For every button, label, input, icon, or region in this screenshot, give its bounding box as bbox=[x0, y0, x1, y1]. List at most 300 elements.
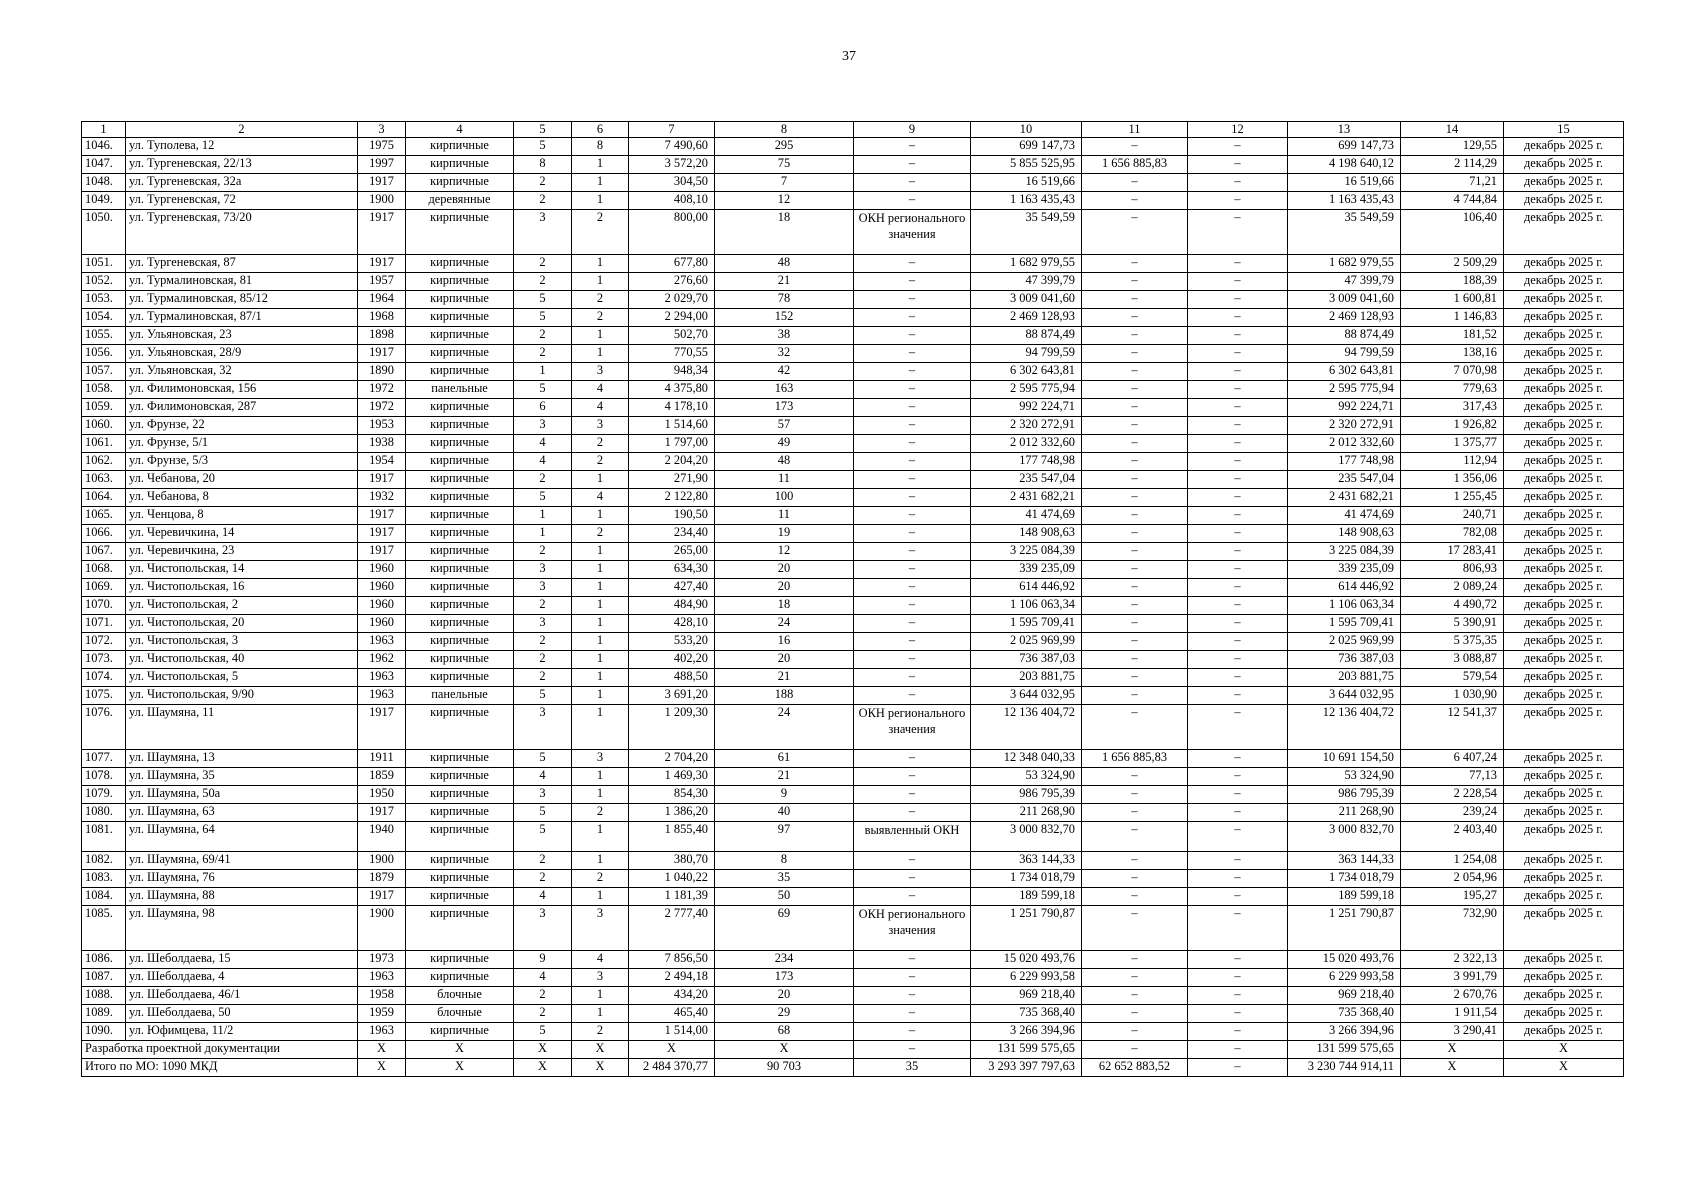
table-row bbox=[82, 255, 1624, 273]
cell-wall-material: кирпичные bbox=[406, 363, 514, 381]
cell-residents: 152 bbox=[715, 309, 854, 327]
cell-area: 304,50 bbox=[629, 174, 715, 192]
cell-cost-13: 15 020 493,76 bbox=[1288, 951, 1401, 969]
cell-address: ул. Чистопольская, 16 bbox=[126, 579, 358, 597]
cell-heritage-status: – bbox=[854, 453, 971, 471]
cell-year: 1960 bbox=[358, 615, 406, 633]
cell-area: 2 704,20 bbox=[629, 750, 715, 768]
table-row bbox=[82, 852, 1624, 870]
cell-cost-13: 177 748,98 bbox=[1288, 453, 1401, 471]
cell-area: 1 181,39 bbox=[629, 888, 715, 906]
cell-heritage-status: – bbox=[854, 363, 971, 381]
cell-wall-material: кирпичные bbox=[406, 156, 514, 174]
cell-cost-13: 12 136 404,72 bbox=[1288, 705, 1401, 750]
cell-address: ул. Чистопольская, 40 bbox=[126, 651, 358, 669]
cell-wall-material: кирпичные bbox=[406, 138, 514, 156]
cell-entrances: 1 bbox=[572, 345, 629, 363]
summary-cell: 90 703 bbox=[715, 1059, 854, 1077]
table-row bbox=[82, 870, 1624, 888]
cell-entrances: 1 bbox=[572, 786, 629, 804]
cell-total-cost: 35 549,59 bbox=[971, 210, 1082, 255]
cell-heritage-status: – bbox=[854, 669, 971, 687]
cell-year: 1964 bbox=[358, 291, 406, 309]
cell-entrances: 1 bbox=[572, 822, 629, 852]
table-row bbox=[82, 1023, 1624, 1041]
cell-wall-material: кирпичные bbox=[406, 906, 514, 951]
cell-row-number: 1064. bbox=[82, 489, 126, 507]
cell-wall-material: кирпичные bbox=[406, 597, 514, 615]
summary-cell: – bbox=[1188, 1041, 1288, 1059]
cell-cost-11: – bbox=[1082, 453, 1188, 471]
cell-entrances: 4 bbox=[572, 489, 629, 507]
cell-residents: 32 bbox=[715, 345, 854, 363]
cell-entrances: 1 bbox=[572, 507, 629, 525]
cell-entrances: 1 bbox=[572, 852, 629, 870]
cell-floors: 5 bbox=[514, 822, 572, 852]
cell-cost-12: – bbox=[1188, 381, 1288, 399]
cell-address: ул. Ульяновская, 32 bbox=[126, 363, 358, 381]
cell-floors: 5 bbox=[514, 138, 572, 156]
cell-row-number: 1048. bbox=[82, 174, 126, 192]
page-number: 37 bbox=[842, 49, 856, 64]
cell-area: 7 490,60 bbox=[629, 138, 715, 156]
cell-address: ул. Чистопольская, 5 bbox=[126, 669, 358, 687]
cell-heritage-status: – bbox=[854, 852, 971, 870]
cell-wall-material: кирпичные bbox=[406, 417, 514, 435]
cell-row-number: 1089. bbox=[82, 1005, 126, 1023]
cell-heritage-status: – bbox=[854, 969, 971, 987]
cell-cost-12: – bbox=[1188, 615, 1288, 633]
cell-year: 1957 bbox=[358, 273, 406, 291]
cell-cost-13: 6 229 993,58 bbox=[1288, 969, 1401, 987]
cell-floors: 5 bbox=[514, 1023, 572, 1041]
cell-unit-cost: 71,21 bbox=[1401, 174, 1504, 192]
cell-unit-cost: 17 283,41 bbox=[1401, 543, 1504, 561]
cell-year: 1917 bbox=[358, 255, 406, 273]
cell-unit-cost: 3 088,87 bbox=[1401, 651, 1504, 669]
cell-cost-11: – bbox=[1082, 273, 1188, 291]
cell-cost-11: – bbox=[1082, 309, 1188, 327]
cell-residents: 21 bbox=[715, 768, 854, 786]
cell-residents: 18 bbox=[715, 210, 854, 255]
cell-total-cost: 2 320 272,91 bbox=[971, 417, 1082, 435]
cell-deadline: декабрь 2025 г. bbox=[1504, 888, 1624, 906]
cell-row-number: 1057. bbox=[82, 363, 126, 381]
cell-entrances: 1 bbox=[572, 651, 629, 669]
cell-row-number: 1067. bbox=[82, 543, 126, 561]
cell-row-number: 1087. bbox=[82, 969, 126, 987]
cell-unit-cost: 2 670,76 bbox=[1401, 987, 1504, 1005]
cell-heritage-status: ОКН регионального значения bbox=[854, 210, 971, 255]
cell-cost-13: 1 251 790,87 bbox=[1288, 906, 1401, 951]
cell-area: 465,40 bbox=[629, 1005, 715, 1023]
cell-deadline: декабрь 2025 г. bbox=[1504, 417, 1624, 435]
table-row bbox=[82, 192, 1624, 210]
cell-floors: 3 bbox=[514, 906, 572, 951]
cell-deadline: декабрь 2025 г. bbox=[1504, 309, 1624, 327]
cell-row-number: 1088. bbox=[82, 987, 126, 1005]
cell-cost-11: – bbox=[1082, 951, 1188, 969]
table-row bbox=[82, 381, 1624, 399]
cell-heritage-status: – bbox=[854, 1005, 971, 1023]
cell-year: 1900 bbox=[358, 906, 406, 951]
cell-year: 1960 bbox=[358, 597, 406, 615]
table-row bbox=[82, 309, 1624, 327]
cell-wall-material: кирпичные bbox=[406, 870, 514, 888]
cell-row-number: 1049. bbox=[82, 192, 126, 210]
cell-entrances: 1 bbox=[572, 174, 629, 192]
cell-cost-12: – bbox=[1188, 291, 1288, 309]
cell-year: 1953 bbox=[358, 417, 406, 435]
cell-unit-cost: 77,13 bbox=[1401, 768, 1504, 786]
cell-cost-12: – bbox=[1188, 138, 1288, 156]
cell-heritage-status: – bbox=[854, 489, 971, 507]
cell-total-cost: 363 144,33 bbox=[971, 852, 1082, 870]
cell-deadline: декабрь 2025 г. bbox=[1504, 273, 1624, 291]
cell-cost-13: 363 144,33 bbox=[1288, 852, 1401, 870]
cell-address: ул. Черевичкина, 14 bbox=[126, 525, 358, 543]
cell-deadline: декабрь 2025 г. bbox=[1504, 507, 1624, 525]
table-row bbox=[82, 453, 1624, 471]
cell-row-number: 1075. bbox=[82, 687, 126, 705]
cell-row-number: 1077. bbox=[82, 750, 126, 768]
cell-cost-13: 986 795,39 bbox=[1288, 786, 1401, 804]
cell-area: 2 777,40 bbox=[629, 906, 715, 951]
cell-heritage-status: – bbox=[854, 309, 971, 327]
cell-cost-13: 1 682 979,55 bbox=[1288, 255, 1401, 273]
cell-cost-12: – bbox=[1188, 507, 1288, 525]
cell-cost-13: 3 266 394,96 bbox=[1288, 1023, 1401, 1041]
cell-area: 2 494,18 bbox=[629, 969, 715, 987]
cell-residents: 16 bbox=[715, 633, 854, 651]
summary-cell: X bbox=[629, 1041, 715, 1059]
cell-row-number: 1090. bbox=[82, 1023, 126, 1041]
cell-floors: 5 bbox=[514, 489, 572, 507]
cell-heritage-status: – bbox=[854, 597, 971, 615]
cell-cost-13: 1 734 018,79 bbox=[1288, 870, 1401, 888]
cell-wall-material: кирпичные bbox=[406, 309, 514, 327]
cell-entrances: 2 bbox=[572, 435, 629, 453]
cell-cost-11: – bbox=[1082, 507, 1188, 525]
cell-deadline: декабрь 2025 г. bbox=[1504, 687, 1624, 705]
table-row bbox=[82, 507, 1624, 525]
cell-entrances: 3 bbox=[572, 417, 629, 435]
cell-floors: 2 bbox=[514, 987, 572, 1005]
cell-entrances: 1 bbox=[572, 471, 629, 489]
cell-deadline: декабрь 2025 г. bbox=[1504, 543, 1624, 561]
cell-wall-material: панельные bbox=[406, 381, 514, 399]
cell-address: ул. Турмалиновская, 85/12 bbox=[126, 291, 358, 309]
cell-address: ул. Шеболдаева, 15 bbox=[126, 951, 358, 969]
document-sheet bbox=[81, 121, 1623, 1077]
cell-row-number: 1083. bbox=[82, 870, 126, 888]
table-row bbox=[82, 138, 1624, 156]
cell-residents: 42 bbox=[715, 363, 854, 381]
table-row bbox=[82, 906, 1624, 951]
cell-unit-cost: 782,08 bbox=[1401, 525, 1504, 543]
cell-wall-material: кирпичные bbox=[406, 669, 514, 687]
cell-area: 265,00 bbox=[629, 543, 715, 561]
cell-total-cost: 5 855 525,95 bbox=[971, 156, 1082, 174]
cell-deadline: декабрь 2025 г. bbox=[1504, 291, 1624, 309]
cell-residents: 75 bbox=[715, 156, 854, 174]
cell-area: 3 691,20 bbox=[629, 687, 715, 705]
cell-floors: 6 bbox=[514, 399, 572, 417]
cell-residents: 19 bbox=[715, 525, 854, 543]
cell-heritage-status: – bbox=[854, 345, 971, 363]
cell-cost-11: – bbox=[1082, 471, 1188, 489]
cell-floors: 2 bbox=[514, 597, 572, 615]
cell-residents: 38 bbox=[715, 327, 854, 345]
summary-cell: X bbox=[1504, 1059, 1624, 1077]
cell-heritage-status: – bbox=[854, 768, 971, 786]
cell-heritage-status: – bbox=[854, 543, 971, 561]
cell-total-cost: 735 368,40 bbox=[971, 1005, 1082, 1023]
cell-entrances: 2 bbox=[572, 210, 629, 255]
table-row bbox=[82, 969, 1624, 987]
cell-cost-13: 3 000 832,70 bbox=[1288, 822, 1401, 852]
cell-cost-11: – bbox=[1082, 786, 1188, 804]
cell-cost-13: 189 599,18 bbox=[1288, 888, 1401, 906]
cell-floors: 3 bbox=[514, 705, 572, 750]
cell-deadline: декабрь 2025 г. bbox=[1504, 255, 1624, 273]
table-row bbox=[82, 597, 1624, 615]
cell-wall-material: кирпичные bbox=[406, 525, 514, 543]
cell-address: ул. Ульяновская, 23 bbox=[126, 327, 358, 345]
cell-total-cost: 12 348 040,33 bbox=[971, 750, 1082, 768]
table-row bbox=[82, 888, 1624, 906]
cell-residents: 24 bbox=[715, 705, 854, 750]
cell-total-cost: 189 599,18 bbox=[971, 888, 1082, 906]
summary-cell: X bbox=[406, 1059, 514, 1077]
cell-area: 4 375,80 bbox=[629, 381, 715, 399]
cell-address: ул. Шаумяна, 13 bbox=[126, 750, 358, 768]
cell-floors: 3 bbox=[514, 210, 572, 255]
cell-address: ул. Фрунзе, 5/1 bbox=[126, 435, 358, 453]
cell-area: 1 040,22 bbox=[629, 870, 715, 888]
cell-unit-cost: 317,43 bbox=[1401, 399, 1504, 417]
cell-floors: 2 bbox=[514, 471, 572, 489]
cell-heritage-status: – bbox=[854, 192, 971, 210]
cell-total-cost: 6 229 993,58 bbox=[971, 969, 1082, 987]
cell-wall-material: кирпичные bbox=[406, 1023, 514, 1041]
cell-deadline: декабрь 2025 г. bbox=[1504, 138, 1624, 156]
table-row bbox=[82, 417, 1624, 435]
cell-wall-material: кирпичные bbox=[406, 507, 514, 525]
cell-address: ул. Шаумяна, 69/41 bbox=[126, 852, 358, 870]
cell-unit-cost: 1 030,90 bbox=[1401, 687, 1504, 705]
cell-address: ул. Шаумяна, 88 bbox=[126, 888, 358, 906]
cell-year: 1960 bbox=[358, 561, 406, 579]
summary-cell: X bbox=[1504, 1041, 1624, 1059]
summary-cell: 62 652 883,52 bbox=[1082, 1059, 1188, 1077]
cell-unit-cost: 240,71 bbox=[1401, 507, 1504, 525]
cell-cost-11: – bbox=[1082, 435, 1188, 453]
cell-cost-11: – bbox=[1082, 192, 1188, 210]
cell-floors: 1 bbox=[514, 363, 572, 381]
cell-total-cost: 3 000 832,70 bbox=[971, 822, 1082, 852]
cell-year: 1997 bbox=[358, 156, 406, 174]
cell-wall-material: кирпичные bbox=[406, 489, 514, 507]
cell-total-cost: 986 795,39 bbox=[971, 786, 1082, 804]
cell-deadline: декабрь 2025 г. bbox=[1504, 435, 1624, 453]
column-header: 4 bbox=[406, 122, 514, 138]
cell-cost-12: – bbox=[1188, 210, 1288, 255]
cell-wall-material: кирпичные bbox=[406, 615, 514, 633]
table-row bbox=[82, 345, 1624, 363]
cell-cost-12: – bbox=[1188, 453, 1288, 471]
summary-cell: X bbox=[572, 1041, 629, 1059]
cell-unit-cost: 5 390,91 bbox=[1401, 615, 1504, 633]
cell-cost-13: 235 547,04 bbox=[1288, 471, 1401, 489]
cell-residents: 21 bbox=[715, 273, 854, 291]
cell-heritage-status: выявленный ОКН bbox=[854, 822, 971, 852]
cell-unit-cost: 1 600,81 bbox=[1401, 291, 1504, 309]
cell-year: 1917 bbox=[358, 804, 406, 822]
cell-entrances: 1 bbox=[572, 633, 629, 651]
cell-deadline: декабрь 2025 г. bbox=[1504, 381, 1624, 399]
summary-cell: X bbox=[1401, 1041, 1504, 1059]
cell-heritage-status: – bbox=[854, 1023, 971, 1041]
column-header: 7 bbox=[629, 122, 715, 138]
cell-area: 533,20 bbox=[629, 633, 715, 651]
cell-residents: 7 bbox=[715, 174, 854, 192]
cell-heritage-status: – bbox=[854, 951, 971, 969]
cell-wall-material: блочные bbox=[406, 987, 514, 1005]
cell-cost-12: – bbox=[1188, 786, 1288, 804]
cell-area: 380,70 bbox=[629, 852, 715, 870]
cell-residents: 173 bbox=[715, 969, 854, 987]
cell-year: 1950 bbox=[358, 786, 406, 804]
cell-cost-13: 614 446,92 bbox=[1288, 579, 1401, 597]
cell-wall-material: кирпичные bbox=[406, 750, 514, 768]
cell-area: 502,70 bbox=[629, 327, 715, 345]
cell-cost-13: 16 519,66 bbox=[1288, 174, 1401, 192]
cell-year: 1932 bbox=[358, 489, 406, 507]
table-row bbox=[82, 750, 1624, 768]
cell-cost-11: – bbox=[1082, 822, 1188, 852]
cell-heritage-status: – bbox=[854, 786, 971, 804]
cell-row-number: 1080. bbox=[82, 804, 126, 822]
cell-unit-cost: 2 509,29 bbox=[1401, 255, 1504, 273]
summary-cell: – bbox=[1082, 1041, 1188, 1059]
cell-entrances: 1 bbox=[572, 888, 629, 906]
cell-area: 484,90 bbox=[629, 597, 715, 615]
cell-cost-11: – bbox=[1082, 138, 1188, 156]
cell-cost-11: – bbox=[1082, 543, 1188, 561]
cell-area: 190,50 bbox=[629, 507, 715, 525]
cell-cost-12: – bbox=[1188, 1023, 1288, 1041]
table-row bbox=[82, 561, 1624, 579]
cell-unit-cost: 1 255,45 bbox=[1401, 489, 1504, 507]
cell-total-cost: 1 734 018,79 bbox=[971, 870, 1082, 888]
cell-year: 1859 bbox=[358, 768, 406, 786]
cell-entrances: 2 bbox=[572, 453, 629, 471]
cell-residents: 48 bbox=[715, 453, 854, 471]
cell-floors: 2 bbox=[514, 543, 572, 561]
cell-unit-cost: 5 375,35 bbox=[1401, 633, 1504, 651]
cell-address: ул. Ульяновская, 28/9 bbox=[126, 345, 358, 363]
table-row bbox=[82, 651, 1624, 669]
cell-unit-cost: 112,94 bbox=[1401, 453, 1504, 471]
cell-cost-13: 2 012 332,60 bbox=[1288, 435, 1401, 453]
cell-cost-11: – bbox=[1082, 174, 1188, 192]
cell-cost-12: – bbox=[1188, 969, 1288, 987]
cell-unit-cost: 106,40 bbox=[1401, 210, 1504, 255]
table-row bbox=[82, 951, 1624, 969]
cell-cost-11: 1 656 885,83 bbox=[1082, 750, 1188, 768]
cell-row-number: 1086. bbox=[82, 951, 126, 969]
cell-unit-cost: 138,16 bbox=[1401, 345, 1504, 363]
cell-residents: 9 bbox=[715, 786, 854, 804]
cell-cost-11: – bbox=[1082, 888, 1188, 906]
cell-floors: 2 bbox=[514, 852, 572, 870]
cell-wall-material: панельные bbox=[406, 687, 514, 705]
cell-residents: 78 bbox=[715, 291, 854, 309]
cell-area: 2 122,80 bbox=[629, 489, 715, 507]
table-row bbox=[82, 669, 1624, 687]
cell-cost-11: – bbox=[1082, 651, 1188, 669]
cell-cost-11: – bbox=[1082, 633, 1188, 651]
cell-cost-13: 2 595 775,94 bbox=[1288, 381, 1401, 399]
cell-floors: 4 bbox=[514, 435, 572, 453]
cell-address: ул. Фрунзе, 22 bbox=[126, 417, 358, 435]
cell-residents: 35 bbox=[715, 870, 854, 888]
cell-row-number: 1076. bbox=[82, 705, 126, 750]
cell-cost-12: – bbox=[1188, 327, 1288, 345]
cell-row-number: 1058. bbox=[82, 381, 126, 399]
cell-cost-13: 2 469 128,93 bbox=[1288, 309, 1401, 327]
cell-cost-12: – bbox=[1188, 525, 1288, 543]
cell-wall-material: кирпичные bbox=[406, 969, 514, 987]
cell-heritage-status: – bbox=[854, 471, 971, 489]
cell-cost-13: 699 147,73 bbox=[1288, 138, 1401, 156]
cell-entrances: 1 bbox=[572, 615, 629, 633]
cell-year: 1954 bbox=[358, 453, 406, 471]
cell-entrances: 4 bbox=[572, 381, 629, 399]
cell-cost-12: – bbox=[1188, 597, 1288, 615]
cell-wall-material: кирпичные bbox=[406, 435, 514, 453]
cell-area: 1 386,20 bbox=[629, 804, 715, 822]
cell-address: ул. Шеболдаева, 4 bbox=[126, 969, 358, 987]
cell-unit-cost: 1 146,83 bbox=[1401, 309, 1504, 327]
cell-cost-12: – bbox=[1188, 951, 1288, 969]
cell-total-cost: 1 682 979,55 bbox=[971, 255, 1082, 273]
cell-unit-cost: 806,93 bbox=[1401, 561, 1504, 579]
cell-year: 1940 bbox=[358, 822, 406, 852]
cell-unit-cost: 181,52 bbox=[1401, 327, 1504, 345]
cell-wall-material: кирпичные bbox=[406, 561, 514, 579]
table-row bbox=[82, 327, 1624, 345]
cell-unit-cost: 129,55 bbox=[1401, 138, 1504, 156]
cell-row-number: 1073. bbox=[82, 651, 126, 669]
cell-residents: 61 bbox=[715, 750, 854, 768]
cell-address: ул. Чистопольская, 3 bbox=[126, 633, 358, 651]
cell-address: ул. Чистопольская, 20 bbox=[126, 615, 358, 633]
cell-area: 271,90 bbox=[629, 471, 715, 489]
cell-entrances: 8 bbox=[572, 138, 629, 156]
table-row bbox=[82, 987, 1624, 1005]
cell-residents: 21 bbox=[715, 669, 854, 687]
cell-entrances: 1 bbox=[572, 687, 629, 705]
cell-residents: 97 bbox=[715, 822, 854, 852]
cell-year: 1900 bbox=[358, 192, 406, 210]
cell-cost-11: – bbox=[1082, 210, 1188, 255]
cell-cost-11: – bbox=[1082, 255, 1188, 273]
cell-unit-cost: 3 991,79 bbox=[1401, 969, 1504, 987]
cell-row-number: 1062. bbox=[82, 453, 126, 471]
cell-total-cost: 1 595 709,41 bbox=[971, 615, 1082, 633]
